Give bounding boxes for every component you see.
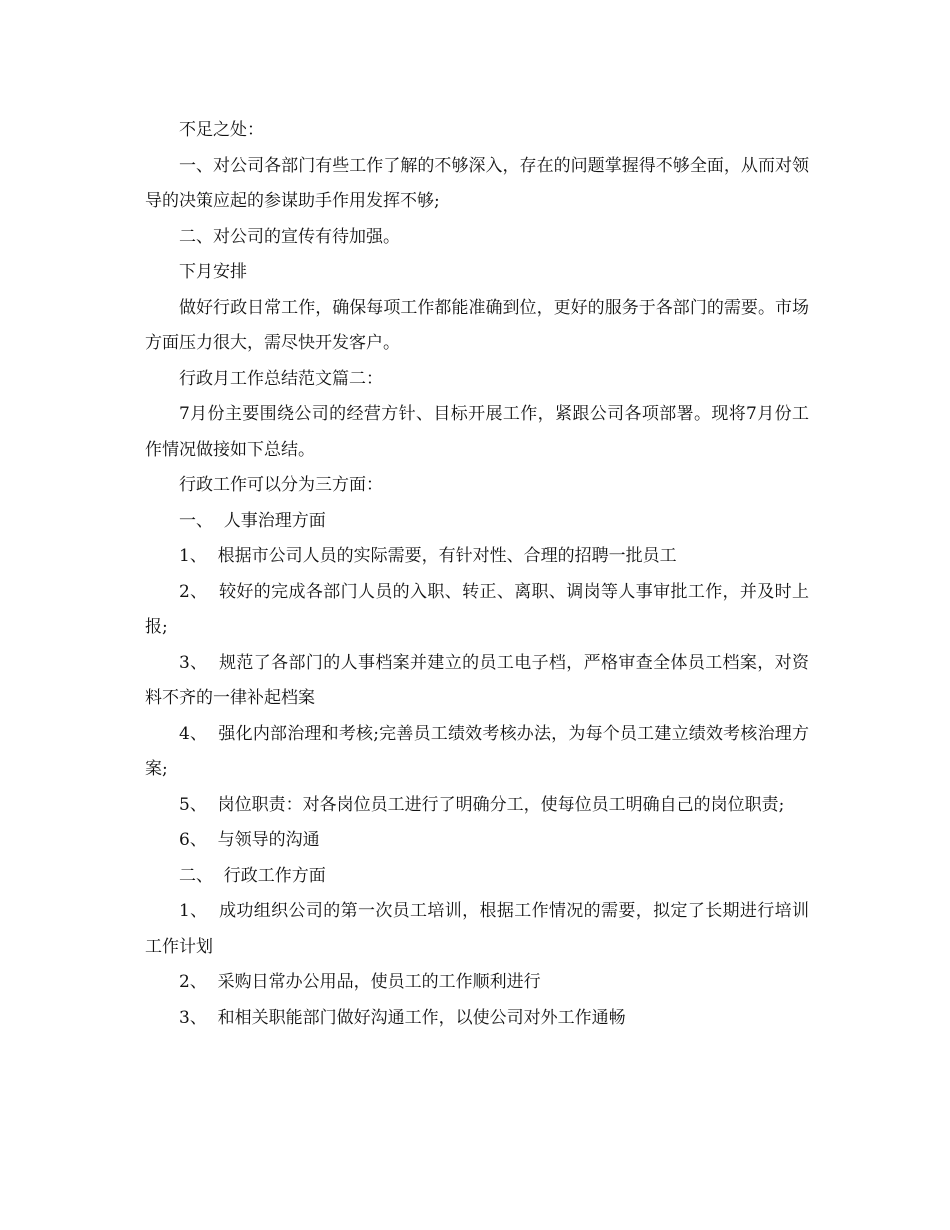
paragraph-sample-two-heading: 行政月工作总结范文篇二： bbox=[179, 368, 383, 389]
paragraph-next-month-heading: 下月安排 bbox=[179, 262, 247, 282]
list-item-personnel-6: 6、 与领导的沟通 bbox=[179, 830, 320, 850]
paragraph-three-aspects: 行政工作可以分为三方面： bbox=[179, 475, 383, 495]
document-body bbox=[145, 113, 809, 1036]
list-item-personnel-3: 3、 规范了各部门的人事档案并建立的员工电子档，严格审查全体员工档案，对资料不齐的一律补起档案 bbox=[145, 652, 809, 708]
list-item-administration-2: 2、 采购日常办公用品，使员工的工作顺利进行 bbox=[179, 972, 541, 992]
section-heading-administration: 二、 行政工作方面 bbox=[179, 865, 326, 886]
list-item-personnel-4: 4、 强化内部治理和考核;完善员工绩效考核办法，为每个员工建立绩效考核治理方案; bbox=[145, 723, 809, 779]
list-item-personnel-1: 1、 根据市公司人员的实际需要，有针对性、合理的招聘一批员工 bbox=[179, 546, 677, 566]
paragraph-next-month-plan: 做好行政日常工作，确保每项工作都能准确到位，更好的服务于各部门的需要。市场方面压力很大，需尽快开发客户。 bbox=[145, 297, 809, 353]
paragraph-shortcoming-1: 一、对公司各部门有些工作了解的不够深入，存在的问题掌握得不够全面，从而对领导的决策应起的参谋助手作用发挥不够; bbox=[145, 155, 809, 211]
list-item-administration-3: 3、 和相关职能部门做好沟通工作，以使公司对外工作通畅 bbox=[179, 1007, 626, 1028]
section-heading-personnel: 一、 人事治理方面 bbox=[179, 510, 326, 531]
paragraph-shortcomings-heading: 不足之处： bbox=[179, 120, 264, 140]
paragraph-july-summary-intro: 7月份主要围绕公司的经营方针、目标开展工作，紧跟公司各项部署。现将7月份工作情况做接如下总结。 bbox=[145, 404, 809, 460]
list-item-personnel-2: 2、 较好的完成各部门人员的入职、转正、离职、调岗等人事审批工作，并及时上报; bbox=[145, 581, 809, 637]
list-item-personnel-5: 5、 岗位职责：对各岗位员工进行了明确分工，使每位员工明确自己的岗位职责; bbox=[179, 794, 785, 815]
paragraph-shortcoming-2: 二、对公司的宣传有待加强。 bbox=[179, 226, 400, 247]
list-item-administration-1: 1、 成功组织公司的第一次员工培训，根据工作情况的需要，拟定了长期进行培训工作计划 bbox=[145, 901, 809, 957]
